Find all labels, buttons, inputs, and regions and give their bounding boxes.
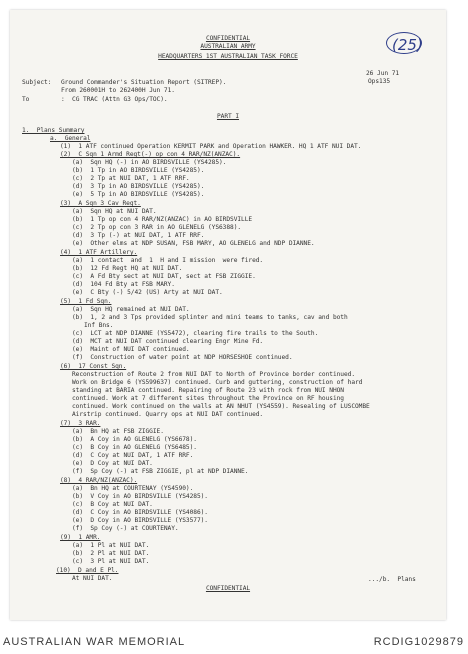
- body-line: (b) 1 Tp in AO BIRDSVILLE (YS4285).: [72, 167, 205, 174]
- body-line: (b) 1, 2 and 3 Tps provided splinter and mini teams to tanks, cav and both: [72, 314, 348, 321]
- body-line: (1) 1 ATF continued Operation KERMIT PARK and Operation HAWKER. HQ 1 ATF NUI DAT.: [60, 143, 362, 150]
- body-line: (d) C Coy in AO BIRDSVILLE (YS4086).: [72, 509, 208, 516]
- body-line: (c) 3 Pl at NUI DAT.: [72, 558, 150, 565]
- body-line: (a) Bn HQ at FSB ZIGGIE.: [72, 428, 164, 435]
- body-line: (b) A Coy in AO GLENELG (YS6678).: [72, 436, 197, 443]
- archive-name: AUSTRALIAN WAR MEMORIAL: [3, 636, 186, 648]
- subject-label: Subject:: [22, 79, 52, 86]
- to-text: : CG TRAC (Attn G3 Ops/TOC).: [61, 96, 168, 103]
- body-line: (c) 2 Tp at NUI DAT, 1 ATF RRF.: [72, 175, 190, 182]
- body-line: (a) 1 Pl at NUI DAT.: [72, 542, 150, 549]
- body-line: standing at BARIA continued. Repairing of Route 23 with rock from NUI NHON: [72, 387, 344, 394]
- handwritten-page-number: (25): [392, 36, 423, 54]
- body-line: (f) Construction of water point at NDP HORSESHOE continued.: [72, 354, 293, 361]
- body-line: (a) Bn HQ at COURTENAY (YS4590).: [72, 485, 194, 492]
- body-line: continued. Work continued on the walls at AN NHUT (YS4559). Resealing of LUSCOMBE: [72, 403, 370, 410]
- report-ref: Ops135: [368, 78, 391, 85]
- body-line: (a) Sqn HQ at NUI DAT.: [72, 208, 157, 215]
- body-line: (d) C Coy at NUI DAT, 1 ATF RRF.: [72, 452, 194, 459]
- report-date: 26 Jun 71: [366, 70, 400, 77]
- body-line: (e) C Bty (-) 5/42 (US) Arty at NUI DAT.: [72, 289, 223, 296]
- body-line: (e) D Coy in AO BIRDSVILLE (YS3577).: [72, 517, 208, 524]
- body-line: (9) 1 AMR.: [60, 534, 101, 541]
- body-line: (d) 104 Fd Bty at FSB MARY.: [72, 281, 175, 288]
- body-line: At NUI DAT.: [72, 575, 113, 582]
- body-line: (4) 1 ATF Artillery.: [60, 249, 138, 256]
- hq-title: HEADQUARTERS 1ST AUSTRALIAN TASK FORCE: [158, 53, 298, 60]
- body-line: (c) A Fd Bty sect at NUI DAT, sect at FSB ZIGGIE.: [72, 273, 256, 280]
- body-line: (5) 1 Fd Sqn.: [60, 298, 112, 305]
- to-label: To: [22, 96, 30, 103]
- body-line: (e) 5 Tp in AO BIRDSVILLE (YS4285).: [72, 191, 205, 198]
- body-line: (c) 2 Tp op con 3 RAR in AO GLENELG (YS6388).: [72, 224, 242, 231]
- body-line: (b) 1 Tp op con 4 RAR/NZ(ANZAC) in AO BIRDSVILLE: [72, 216, 253, 223]
- archive-footer: [0, 624, 468, 654]
- body-line: (f) Sp Coy (-) at COURTENAY.: [72, 525, 179, 532]
- body-line: (c) B Coy at NUI DAT.: [72, 501, 153, 508]
- body-line: (a) Sqn HQ remained at NUI DAT.: [72, 306, 190, 313]
- body-line: (7) 3 RAR.: [60, 420, 101, 427]
- body-line: (8) 4 RAR/NZ(ANZAC).: [60, 477, 138, 484]
- body-line: (d) 3 Tp (-) at NUI DAT, 1 ATF RRF.: [72, 232, 205, 239]
- body-line: (d) MCT at NUI DAT continued clearing Engr Mine Fd.: [72, 338, 264, 345]
- body-line: (b) V Coy in AO BIRDSVILLE (YS4285).: [72, 493, 208, 500]
- subsection-heading: a. General: [50, 135, 91, 142]
- body-line: Inf Bns.: [84, 322, 114, 329]
- body-line: (6) 17 Const Sqn.: [60, 363, 127, 370]
- body-line: (c) B Coy in AO GLENELG (YS6485).: [72, 444, 197, 451]
- body-line: (a) 1 contact and 1 H and I mission were fired.: [72, 257, 264, 264]
- subject-period: From 260001H to 262400H Jun 71.: [61, 87, 175, 94]
- continued-marker: .../b. Plans: [368, 576, 416, 583]
- body-line: Airstrip continued. Quarry ops at NUI DAT continued.: [72, 411, 264, 418]
- body-line: Work on Bridge 6 (YS599637) continued. Curb and guttering, construction of hard: [72, 379, 363, 386]
- section-heading: 1. Plans Summary: [22, 127, 85, 134]
- body-line: (e) Other elms at NDP SUSAN, FSB MARY, AO GLENELG and NDP DIANNE.: [72, 240, 315, 247]
- body-line: continued. Work at 7 different sites throughout the Province on RF housing: [72, 395, 344, 402]
- body-line: (f) Sp Coy (-) at FSB ZIGGIE, pl at NDP DIANNE.: [72, 468, 249, 475]
- classification-top: CONFIDENTIAL: [205, 35, 251, 42]
- body-line: Reconstruction of Route 2 from NUI DAT to North of Province border continued.: [72, 371, 355, 378]
- army-title: AUSTRALIAN ARMY: [200, 43, 256, 50]
- body-line: (d) 3 Tp in AO BIRDSVILLE (YS4285).: [72, 183, 205, 190]
- part-heading: PART I: [216, 113, 240, 120]
- body-line: (2) C Sqn 1 Armd Regt(-) op con 4 RAR/NZ(ANZAC).: [60, 151, 241, 158]
- body-line: (e) D Coy at NUI DAT.: [72, 460, 153, 467]
- classification-bottom: CONFIDENTIAL: [205, 585, 251, 592]
- archive-id: RCDIG1029879: [373, 636, 464, 648]
- body-line: (b) 2 Pl at NUI DAT.: [72, 550, 150, 557]
- body-line: (3) A Sqn 3 Cav Regt.: [60, 200, 141, 207]
- body-line: (10) D and E Pl.: [56, 567, 119, 574]
- body-line: (b) 12 Fd Regt HQ at NUI DAT.: [72, 265, 183, 272]
- body-line: (e) Maint of NUI DAT continued.: [72, 346, 190, 353]
- body-line: (c) LCT at NDP DIANNE (YS5472), clearing fire trails to the South.: [72, 330, 319, 337]
- subject-text: Ground Commander's Situation Report (SITREP).: [61, 79, 227, 86]
- body-line: (a) Sqn HQ (-) in AO BIRDSVILLE (YS4285).: [72, 159, 227, 166]
